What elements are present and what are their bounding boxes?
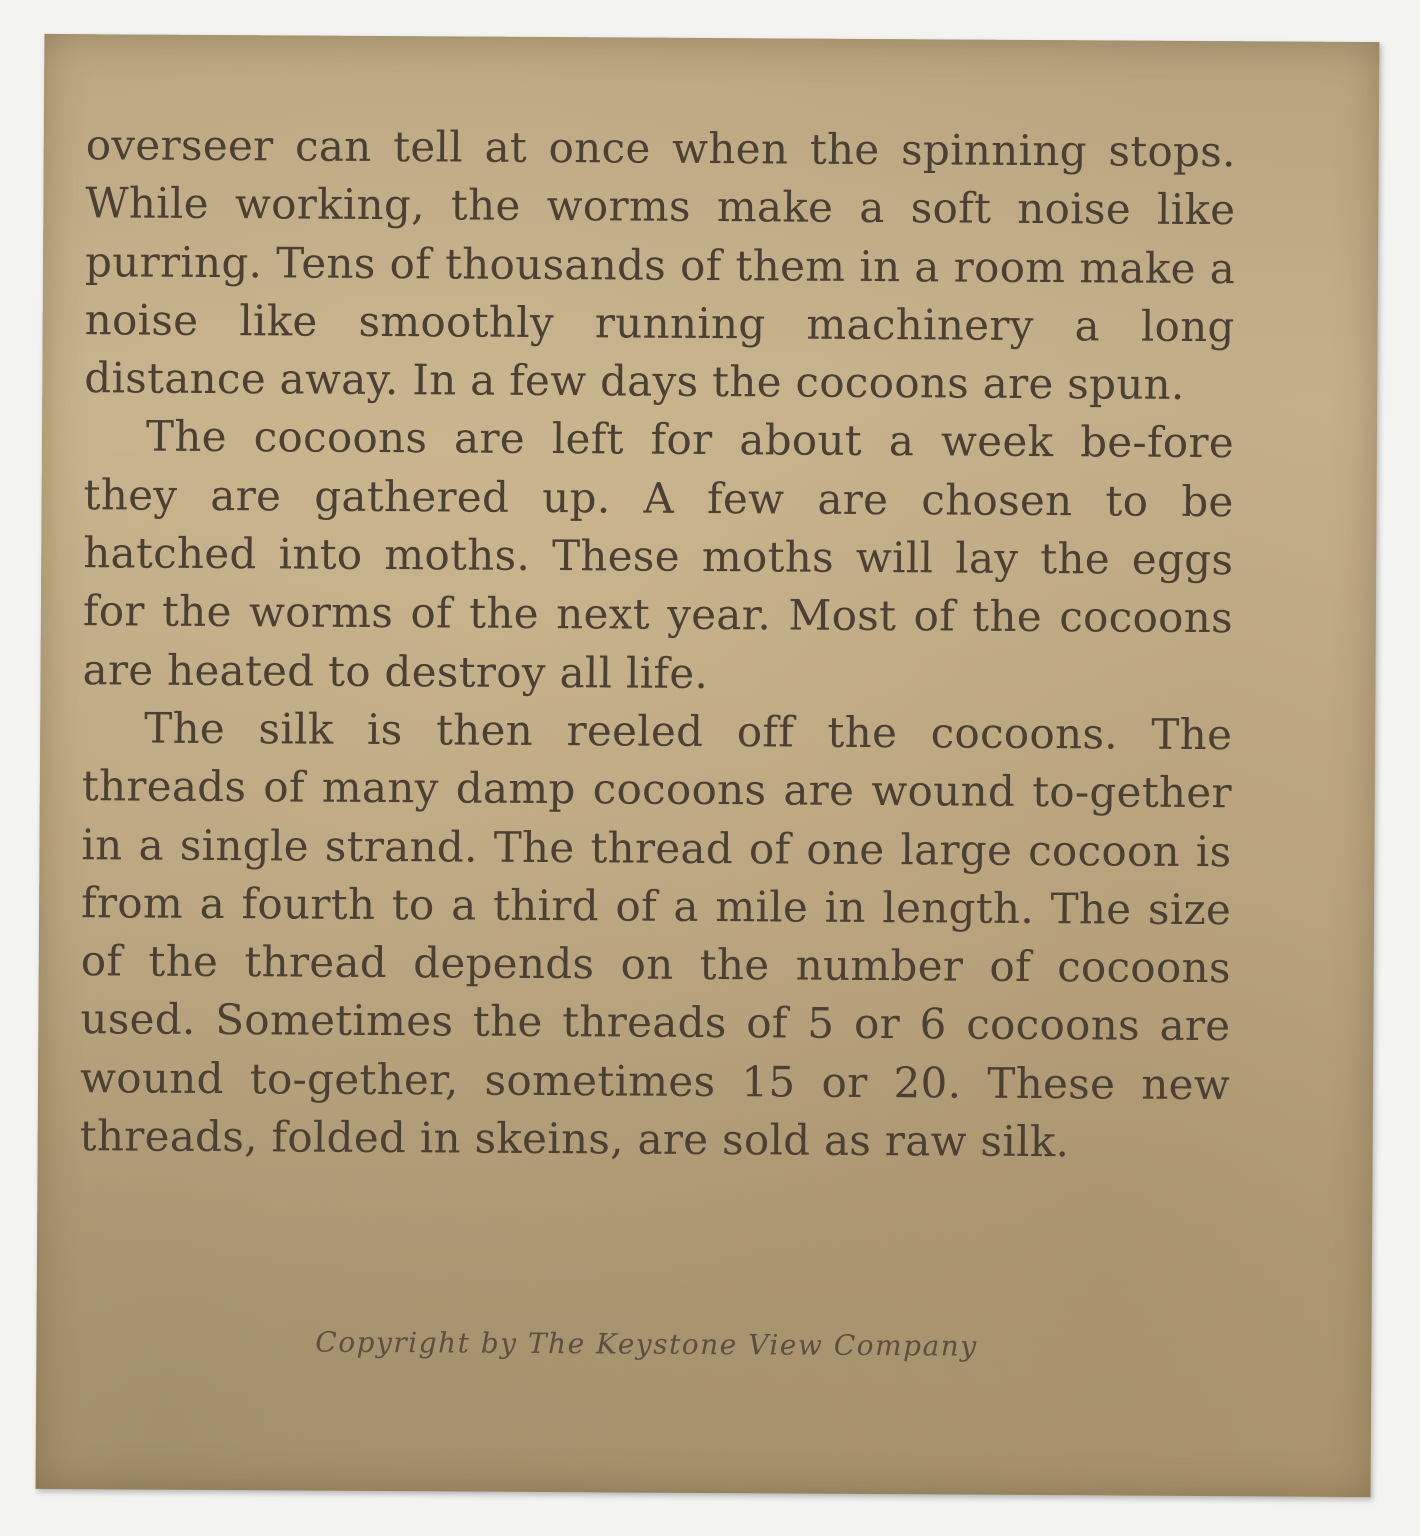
- stereoview-card-back: [36, 34, 1380, 1497]
- copyright-line: Copyright by The Keystone View Company: [315, 1325, 978, 1363]
- paragraph-1: overseer can tell at once when the spinning stops. While working, the worms make a soft noise like purring. Tens of thousands of them in a room make a noise like smoothly running machinery a long distance away. In a few days the cocoons are spun.: [84, 120, 1236, 410]
- paragraph-2: The cocoons are left for about a week be-fore they are gathered up. A few are chosen to be hatched into moths. These moths will lay the eggs for the worms of the next year. Most of the cocoons are heated to destroy all life.: [82, 412, 1235, 698]
- body-text: [80, 116, 1236, 1172]
- paragraph-3: The silk is then reeled off the cocoons. The threads of many damp cocoons are wound to-gether in a single strand. The thread of one large cocoon is from a fourth to a third of a mile in length. The size of the thread depends on the number of cocoons used. Sometimes the threads of 5 or 6 cocoons are wound to-gether, sometimes 15 or 20. These new threads, folded in skeins, are sold as raw silk.: [79, 703, 1233, 1167]
